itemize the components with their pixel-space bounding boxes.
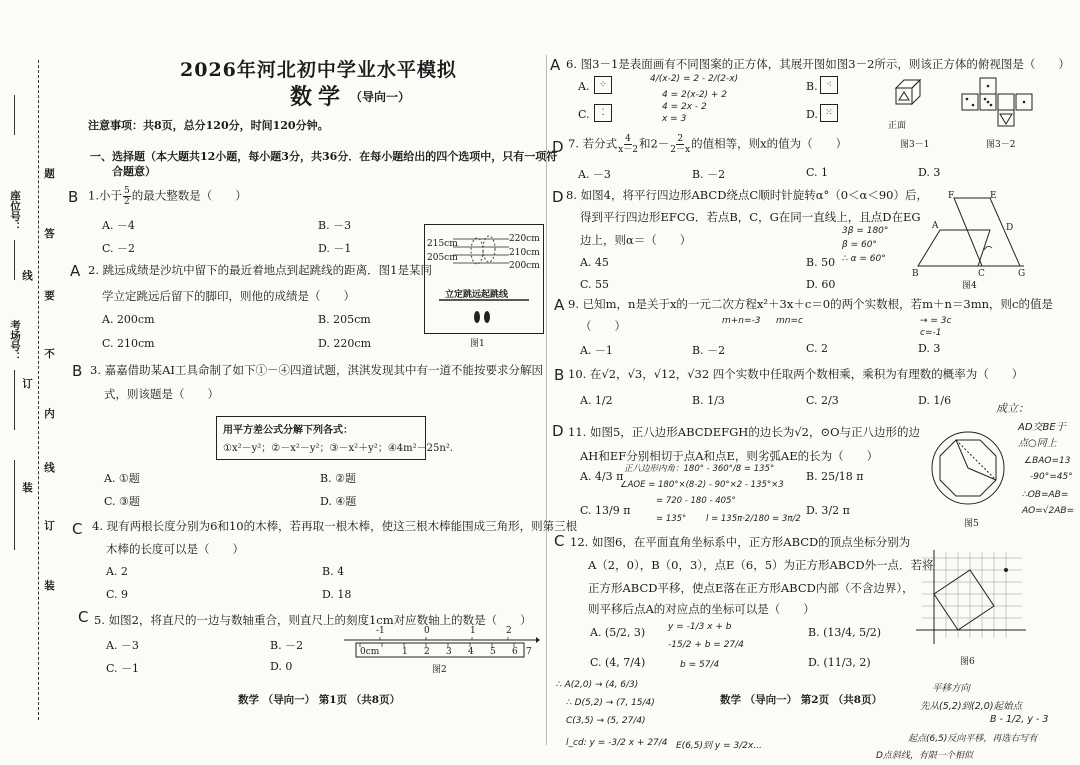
fig4-pt-e: E [990,191,997,201]
hw-q6-work-1: 4 = 2(x-2) + 2 [662,90,728,100]
q10-option-b[interactable]: B. 1/3 [692,394,725,407]
q8-option-d[interactable]: D. 60 [806,278,836,291]
seat-line [14,240,15,280]
q2-answer-mark: A [70,262,81,280]
hw-q12-work-6: l_cd: y = -3/2 x + 27/4 [566,738,668,748]
figure-5 [928,428,1010,510]
hw-q11-side-6: AO=√2AB= [1022,506,1075,516]
section1-line2: 合题意） [112,165,156,178]
q4-option-d[interactable]: D. 18 [322,588,352,601]
fig4-pt-d: D [1006,223,1014,233]
hw-q11-side-4: -90°=45° [1030,472,1073,482]
q6-option-b-die: ⁖ [820,76,838,94]
q1-pre: 小于 [98,188,122,203]
hw-q12-right-4: D点斜线，有限一个相似 [876,751,973,761]
q7-option-c[interactable]: C. 1 [806,166,829,179]
figure-3-2 [958,76,1038,132]
q9-answer-mark: A [554,296,565,314]
hw-q12-work-7: E(6,5)到 y = 3/2x... [676,741,762,751]
hw-q11-side-5: ∴OB=AB= [1022,490,1069,500]
q3-option-c[interactable]: C. ③题 [104,495,140,508]
q6-option-d-die: ⁙ [820,104,838,122]
q10-option-a[interactable]: A. 1/2 [580,394,613,407]
binding-char-9: 订 [21,378,33,389]
figure-1 [424,224,544,334]
q4-line2: 木棒的长度可以是（ ） [106,542,244,556]
footer-right: 数学 （导向一） 第2页 （共8页） [720,694,883,706]
q1-num: 1. [88,188,99,203]
binding-char-5: 线 [43,462,55,473]
q5-option-c[interactable]: C. －1 [106,662,140,675]
q9-option-b[interactable]: B. －2 [692,344,726,357]
q2-option-b[interactable]: B. 205cm [318,313,371,326]
hw-q9-work-3: c=-1 [920,328,942,338]
q7-post: 的值相等，则x的值为（ ） [691,136,848,151]
hw-q12-work-4: ∴ D(5,2) → (7, 15/4) [566,698,655,708]
fig2-ruler-7: 7 [526,647,532,657]
q3-answer-mark: B [72,362,83,380]
q4-option-a[interactable]: A. 2 [106,565,128,578]
q7-frac2-num: 2 [677,134,684,144]
hw-q6-work-3: x = 3 [662,114,687,124]
fig4-pt-f: F [948,191,955,201]
q12-line2: A（2，0），B（0，3），点E（6，5）为正方形ABCD外一点．若将 [588,558,934,572]
q11-line1: 11. 如图5，正八边形ABCDEFGH的边长为√2，⊙O与正八边形的边 [568,425,921,439]
hw-q8-work-2: ∴ α = 60° [842,254,886,264]
q6-option-c[interactable]: C. [578,108,590,121]
binding-char-0: 题 [43,168,55,179]
hw-q8-work-0: 3β = 180° [842,226,889,236]
q12-option-c[interactable]: C. (4, 7/4) [590,656,646,669]
hw-q11-side-2: 点○同上 [1018,438,1057,449]
q2-line2: 学立定跳远后留下的脚印，则他的成绩是（ ） [102,289,355,303]
q7-pre: 7. 若分式 [568,136,618,151]
figure-4 [910,190,1030,276]
hw-q11-work-0: 正八边形内角：180° - 360°/8 = 135° [624,464,775,474]
hw-q12-right-2: B - 1/2, y - 3 [990,714,1049,725]
q7-mid: 和2－ [638,136,670,151]
fig2-caption: 图2 [432,665,447,675]
q11-answer-mark: D [552,422,564,440]
q3-box-title: 用平方差公式分解下列各式： [223,425,353,436]
binding-char-3: 不 [43,348,55,359]
fig2-axis-2: 2 [506,626,512,636]
hw-q12-right-1: 先从(5,2)到(2,0)起始点 [920,701,1023,712]
q11-option-c[interactable]: C. 13/9 π [580,504,631,517]
q8-option-c[interactable]: C. 55 [580,278,610,291]
binding-char-6: 订 [43,520,55,531]
q1-answer-mark: B [68,188,79,206]
q7-frac1-num: 4 [625,134,631,144]
q1-stem [88,186,247,207]
q6-option-a[interactable]: A. [578,80,590,93]
fig2-ruler-0: 0cm [360,647,380,657]
q1-option-a[interactable]: A. －4 [102,219,135,232]
exam-title: 2026年河北初中学业水平模拟 [180,59,457,81]
notice: 注意事项：共8页，总分120分，时间120分钟。 [88,119,329,132]
hw-q12-work-0: y = -1/3 x + b [668,622,732,632]
binding-char-2: 要 [43,290,55,301]
hw-q11-work-1: ∠AOE = 180°×(8-2) - 90°×2 - 135°×3 [620,480,784,490]
q7-frac2 [670,134,690,155]
fig2-ruler-6: 6 [512,647,518,657]
fig3-1-caption: 图3－1 [900,140,930,150]
q9-option-a[interactable]: A. －1 [580,344,613,357]
q8-answer-mark: D [552,188,564,206]
hw-q9-work-1: mn=c [776,316,803,326]
q6-option-d[interactable]: D. [806,108,818,121]
q7-frac1 [618,134,638,155]
q6-option-c-die: ⁚ [594,104,612,122]
q7-frac1-den: x－2 [618,145,638,155]
q7-option-d[interactable]: D. 3 [918,166,941,179]
q5-option-b[interactable]: B. －2 [270,639,304,652]
figure-6 [912,548,1032,648]
fig2-axis-m1: -1 [376,626,385,636]
q1-frac-den: 2 [123,197,130,207]
fig2-ruler-3: 3 [446,647,452,657]
q2-option-c[interactable]: C. 210cm [102,337,155,350]
q9-line2: （ ） [580,319,626,333]
q2-option-d[interactable]: D. 220cm [318,337,372,350]
q8-option-b[interactable]: B. 50 [806,256,836,269]
q5-option-a[interactable]: A. －3 [106,639,139,652]
q11-option-a[interactable]: A. 4/3 π [580,470,624,483]
q5-answer-mark: C [78,608,89,626]
q1-option-d[interactable]: D. －1 [318,242,352,255]
q11-option-b[interactable]: B. 25/18 π [806,470,864,483]
hw-q12-work-5: C(3,5) → (5, 27/4) [566,716,646,726]
q1-post: 的最大整数是（ ） [131,188,247,203]
binding-char-4: 内 [43,408,55,419]
figure-3-1 [892,78,924,118]
hw-q8-work-1: β = 60° [842,240,877,250]
q12-option-d[interactable]: D. (11/3, 2) [808,656,871,669]
q3-option-d[interactable]: D. ④题 [320,495,357,508]
q7-stem [568,134,847,155]
fig4-pt-b: B [912,269,919,276]
q12-answer-mark: C [554,532,565,550]
figure-2 [340,628,540,662]
q3-line1: 3. 嘉嘉借助某AI工具命制了如下①－④四道试题，淇淇发现其中有一道不能按要求分解因 [90,363,543,377]
binding-char-8: 线 [21,270,33,281]
fig1-line-label: 立定跳远起跳线 [445,290,509,300]
q3-line2: 式，则该题是（ ） [104,387,219,401]
q1-frac [123,186,131,207]
q1-option-c[interactable]: C. －2 [102,242,136,255]
fig3-front-label: 正面 [888,121,907,131]
hw-q11-work-4: l = 135π·2/180 = 3π/2 [706,514,801,524]
hw-q11-side-1: AD交BE于 [1018,422,1066,433]
q3-box [216,416,453,460]
q3-box-items: ①x²－y²；②－x²－y²；③－x²＋y²；④4m²－25n². [223,443,453,454]
seat-label: 座位号： [9,190,21,232]
hw-q11-side-0: 成立： [996,402,1029,415]
q6-option-a-die: ⁘ [594,76,612,94]
hw-q11-work-2: = 720 - 180 - 405° [656,496,736,506]
hw-q6-work-0: 4/(x-2) = 2 - 2/(2-x) [650,74,739,84]
fig2-ruler-5: 5 [490,647,496,657]
q7-answer-mark: D [552,138,564,156]
q3-option-b[interactable]: B. ②题 [320,472,356,485]
fig4-pt-a: A [932,221,939,231]
q12-option-b[interactable]: B. (13/4, 5/2) [808,626,882,639]
q10-answer-mark: B [554,366,565,384]
fig2-ruler-4: 4 [468,647,474,657]
q5-option-d[interactable]: D. 0 [270,660,293,673]
subject-title: 数学 [290,84,347,110]
q4-option-b[interactable]: B. 4 [322,565,345,578]
hw-q11-side-3: ∠BAO=13 [1024,456,1071,466]
q4-answer-mark: C [72,520,83,538]
q1-frac-num: 5 [123,186,130,196]
fig4-pt-g: G [1018,269,1026,276]
q1-option-b[interactable]: B. －3 [318,219,352,232]
q7-frac2-den: 2－x [670,145,691,155]
hw-q11-work-3: = 135° [656,514,687,524]
name-line [14,460,15,550]
margin-mark [14,95,15,135]
q7-option-b[interactable]: B. －2 [692,168,726,181]
hw-q12-work-1: -15/2 + b = 27/4 [668,640,744,650]
binding-char-7: 装 [43,580,55,591]
fig2-axis-0: 0 [424,626,430,636]
q11-option-d[interactable]: D. 3/2 π [806,504,850,517]
hw-q12-work-3: ∴ A(2,0) → (4, 6/3) [556,680,639,690]
q6-answer-mark: A [550,56,561,74]
binding-line [38,60,40,720]
q10-line1: 10. 在√2，√3，√12，√32 四个实数中任取两个数相乘，乘积为有理数的概率为（ ） [568,367,1024,381]
q8-line1: 8. 如图4，将平行四边形ABCD绕点C顺时针旋转α°（0＜α＜90）后， [566,188,928,202]
q8-line3: 边上，则α＝（ ） [580,233,692,247]
binding-char-1: 答 [43,228,55,239]
q2-line1: 2. 跳远成绩是沙坑中留下的最近着地点到起跳线的距离．图1是某同 [88,263,432,277]
fig1-caption: 图1 [470,339,485,349]
q9-option-d[interactable]: D. 3 [918,342,941,355]
binding-char-10: 装 [21,482,33,493]
q6-option-b[interactable]: B. [806,80,818,93]
fig1-label-200: 200cm [509,261,540,271]
hw-q12-right-0: 平移方向 [932,683,971,694]
footer-left: 数学 （导向一） 第1页 （共8页） [238,694,401,706]
hw-q12-right-3: 起点(6,5)反向平移，再选右写有 [908,734,1038,744]
fig3-2-caption: 图3－2 [986,140,1016,150]
q5-line1: 5. 如图2，将直尺的一边与数轴重合，则直尺上的刻度1cm对应数轴上的数是（ ） [94,613,532,627]
fig6-caption: 图6 [960,657,975,667]
binding-margin [0,0,62,765]
q12-line1: 12. 如图6，在平面直角坐标系中，正方形ABCD的顶点坐标分别为 [570,535,911,549]
hw-q9-work-0: m+n=-3 [722,316,761,326]
fig4-pt-c: C [978,269,985,276]
hw-q6-work-2: 4 = 2x - 2 [662,102,707,112]
q7-option-a[interactable]: A. －3 [578,168,611,181]
fig1-label-220: 220cm [509,234,540,244]
hw-q9-work-2: → = 3c [920,316,952,326]
section1-line1: 一、选择题（本大题共12小题，每小题3分，共36分．在每小题给出的四个选项中，只有一项符 [90,150,558,163]
q8-line2: 得到平行四边形EFCG．若点B，C，G在同一直线上，且点D在EG [580,210,921,224]
q9-line1: 9. 已知m，n是关于x的一元二次方程x²＋3x＋c＝0的两个实数根，若m＋n＝3mn，则c的值是 [568,297,1053,311]
fig4-caption: 图4 [962,281,977,291]
fig2-axis-1: 1 [470,626,476,636]
hw-q12-work-2: b = 57/4 [680,660,720,670]
fig1-label-210: 210cm [509,248,540,258]
exam-line [14,370,15,430]
q12-line4: 则平移后点A的对应点的坐标可以是（ ） [588,602,815,616]
q10-option-c[interactable]: C. 2/3 [806,394,839,407]
q6-line1: 6. 图3－1是表面画有不同图案的正方体，其展开图如图3－2所示，则该正方体的俯视图是（ ） [566,57,1070,71]
subject-tag: （导向一） [350,90,411,104]
exam-label: 考场号： [9,320,21,362]
q12-option-a[interactable]: A. (5/2, 3) [590,626,646,639]
q10-option-d[interactable]: D. 1/6 [918,394,952,407]
q11-line2: AH和EF分别相切于点A和点E，则劣弧AE的长为（ ） [580,449,879,463]
q9-option-c[interactable]: C. 2 [806,342,829,355]
q3-option-a[interactable]: A. ①题 [104,472,140,485]
q4-option-c[interactable]: C. 9 [106,588,129,601]
q8-option-a[interactable]: A. 45 [580,256,609,269]
q4-line1: 4. 现有两根长度分别为6和10的木棒，若再取一根木棒，使这三根木棒能围成三角形，则第三根 [92,519,578,533]
fig1-label-215: 215cm [427,239,458,249]
q12-line3: 正方形ABCD平移，使点E落在正方形ABCD内部（不含边界）， [588,581,914,595]
q2-option-a[interactable]: A. 200cm [102,313,155,326]
fig1-label-205: 205cm [427,253,458,263]
fig2-ruler-1: 1 [402,647,408,657]
fig2-ruler-2: 2 [424,647,430,657]
fig5-caption: 图5 [964,519,979,529]
